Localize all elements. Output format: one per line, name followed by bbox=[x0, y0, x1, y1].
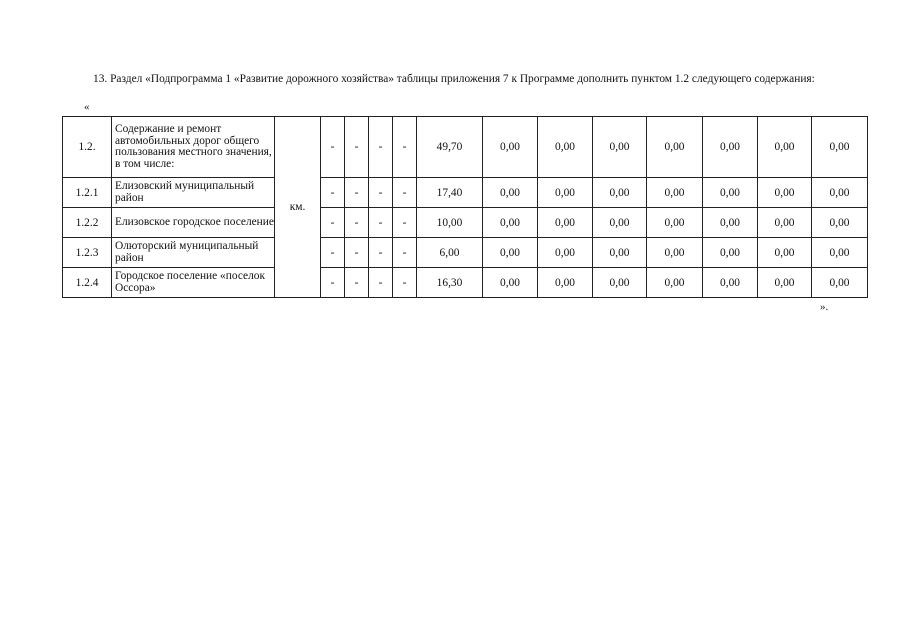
value-cell: 0,00 bbox=[758, 268, 812, 298]
dash-cell: - bbox=[345, 117, 369, 178]
value-cell: 0,00 bbox=[812, 178, 868, 208]
dash-cell: - bbox=[393, 238, 417, 268]
value-cell: 0,00 bbox=[647, 178, 703, 208]
value-cell: 0,00 bbox=[703, 238, 758, 268]
value-cell: 0,00 bbox=[758, 208, 812, 238]
dash-cell: - bbox=[369, 117, 393, 178]
dash-cell: - bbox=[345, 238, 369, 268]
intro-paragraph: 13. Раздел «Подпрограмма 1 «Развитие дорожного хозяйства» таблицы приложения 7 к Программе дополнить пунктом 1.2 следующего содержания: bbox=[93, 73, 815, 85]
dash-cell: - bbox=[321, 117, 345, 178]
table-row bbox=[63, 117, 868, 178]
value-cell: 49,70 bbox=[417, 117, 483, 178]
dash-cell: - bbox=[345, 208, 369, 238]
value-cell: 0,00 bbox=[538, 268, 593, 298]
value-cell: 0,00 bbox=[758, 238, 812, 268]
value-cell: 0,00 bbox=[812, 238, 868, 268]
dash-cell: - bbox=[345, 178, 369, 208]
value-cell: 0,00 bbox=[593, 117, 647, 178]
value-cell: 0,00 bbox=[812, 208, 868, 238]
value-cell: 0,00 bbox=[758, 178, 812, 208]
value-cell: 0,00 bbox=[812, 268, 868, 298]
dash-cell: - bbox=[321, 178, 345, 208]
dash-cell: - bbox=[393, 208, 417, 238]
dash-cell: - bbox=[321, 208, 345, 238]
value-cell: 17,40 bbox=[417, 178, 483, 208]
value-cell: 0,00 bbox=[593, 238, 647, 268]
value-cell: 0,00 bbox=[538, 117, 593, 178]
value-cell: 0,00 bbox=[538, 208, 593, 238]
row-number: 1.2.2 bbox=[63, 208, 112, 238]
value-cell: 0,00 bbox=[593, 178, 647, 208]
dash-cell: - bbox=[345, 268, 369, 298]
dash-cell: - bbox=[369, 238, 393, 268]
table-row bbox=[63, 178, 868, 208]
value-cell: 0,00 bbox=[647, 268, 703, 298]
value-cell: 0,00 bbox=[812, 117, 868, 178]
program-table bbox=[62, 116, 868, 298]
value-cell: 0,00 bbox=[483, 268, 538, 298]
open-quote: « bbox=[84, 101, 90, 113]
value-cell: 0,00 bbox=[703, 268, 758, 298]
value-cell: 0,00 bbox=[538, 238, 593, 268]
row-number: 1.2.3 bbox=[63, 238, 112, 268]
close-quote: ». bbox=[820, 301, 829, 313]
value-cell: 0,00 bbox=[703, 208, 758, 238]
dash-cell: - bbox=[369, 208, 393, 238]
dash-cell: - bbox=[393, 117, 417, 178]
dash-cell: - bbox=[321, 268, 345, 298]
row-number: 1.2.1 bbox=[63, 178, 112, 208]
dash-cell: - bbox=[369, 268, 393, 298]
table-row bbox=[63, 238, 868, 268]
table-row bbox=[63, 268, 868, 298]
value-cell: 0,00 bbox=[483, 208, 538, 238]
value-cell: 0,00 bbox=[593, 208, 647, 238]
value-cell: 10,00 bbox=[417, 208, 483, 238]
unit-cell: км. bbox=[275, 117, 321, 298]
value-cell: 0,00 bbox=[647, 208, 703, 238]
dash-cell: - bbox=[393, 178, 417, 208]
row-name: Городское поселение «поселок Оссора» bbox=[112, 268, 275, 298]
row-number: 1.2. bbox=[63, 117, 112, 178]
row-number: 1.2.4 bbox=[63, 268, 112, 298]
value-cell: 0,00 bbox=[647, 238, 703, 268]
value-cell: 0,00 bbox=[483, 117, 538, 178]
dash-cell: - bbox=[393, 268, 417, 298]
value-cell: 0,00 bbox=[483, 238, 538, 268]
value-cell: 0,00 bbox=[703, 178, 758, 208]
row-name: Елизовский муниципальный район bbox=[112, 178, 275, 208]
value-cell: 0,00 bbox=[593, 268, 647, 298]
value-cell: 0,00 bbox=[703, 117, 758, 178]
value-cell: 0,00 bbox=[538, 178, 593, 208]
row-name: Содержание и ремонт автомобильных дорог общего пользования местного значения, в том числе: bbox=[112, 117, 275, 178]
row-name: Елизовское городское поселение bbox=[112, 208, 275, 238]
value-cell: 0,00 bbox=[758, 117, 812, 178]
value-cell: 6,00 bbox=[417, 238, 483, 268]
row-name: Олюторский муниципальный район bbox=[112, 238, 275, 268]
table-row bbox=[63, 208, 868, 238]
value-cell: 0,00 bbox=[647, 117, 703, 178]
dash-cell: - bbox=[369, 178, 393, 208]
dash-cell: - bbox=[321, 238, 345, 268]
value-cell: 16,30 bbox=[417, 268, 483, 298]
value-cell: 0,00 bbox=[483, 178, 538, 208]
